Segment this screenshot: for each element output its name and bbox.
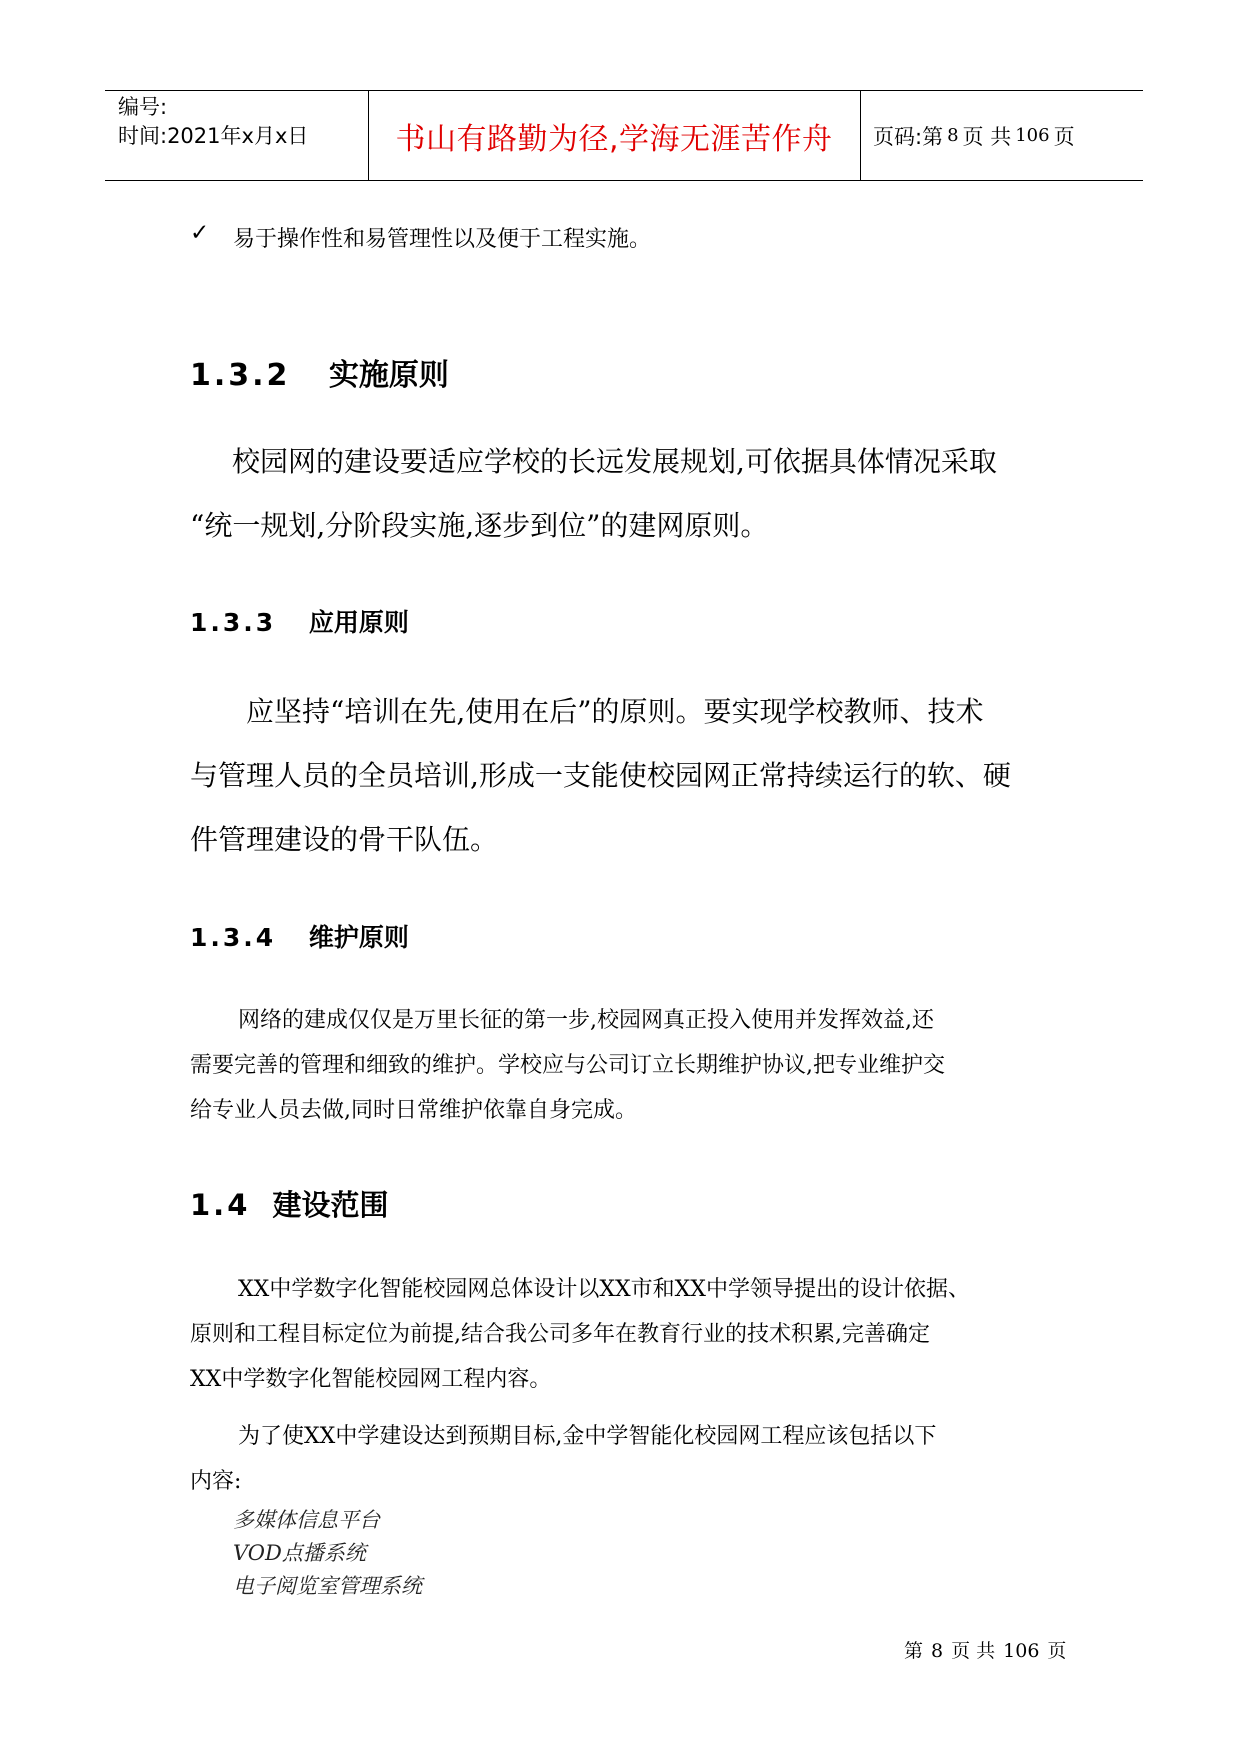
time-label: 时间:2021年x月x日 [118, 124, 309, 148]
line: XX中学数字化智能校园网总体设计以XX市和XX中学领导提出的设计依据、 [238, 1277, 970, 1302]
heading-1-4 [190, 1183, 389, 1224]
paragraph-1-4-a [190, 1267, 1080, 1402]
paragraph-1-3-3 [190, 680, 1070, 872]
checkmark-icon: ✓ [190, 220, 210, 246]
line: 为了使XX中学建设达到预期目标,金中学智能化校园网工程应该包括以下 [238, 1424, 937, 1449]
page-prefix: 页码:第 [873, 124, 944, 149]
check-item: 易于操作性和易管理性以及便于工程实施。 [233, 227, 652, 252]
number-label: 编号: [118, 95, 168, 119]
page-number: 8 [947, 125, 959, 146]
heading-title: 维护原则 [308, 923, 409, 952]
page-suffix: 页 [1053, 124, 1075, 149]
line: 需要完善的管理和细致的维护。学校应与公司订立长期维护协议,把专业维护交 [190, 1053, 945, 1078]
header-motto: 书山有路勤为径,学海无涯苦作舟 [395, 121, 833, 157]
page-footer [900, 1636, 1070, 1663]
list-item: 多媒体信息平台 [233, 1508, 380, 1532]
heading-1-3-2 [190, 350, 449, 394]
line: 应坚持“培训在先,使用在后”的原则。要实现学校教师、技术 [246, 695, 984, 728]
header-page-info [873, 91, 1075, 180]
line: 给专业人员去做,同时日常维护依靠自身完成。 [190, 1098, 637, 1123]
line: 与管理人员的全员培训,形成一支能使校园网正常持续运行的软、硬 [190, 759, 1011, 792]
line: “统一规划,分阶段实施,逐步到位”的建网原则。 [190, 509, 769, 542]
footer-page-total: 106 [1003, 1640, 1040, 1662]
heading-title: 应用原则 [308, 608, 409, 637]
header-meta [118, 93, 308, 151]
heading-number: 1.4 [190, 1188, 251, 1222]
footer-suffix: 页 [1047, 1640, 1067, 1662]
page-mid: 页 共 [962, 124, 1012, 149]
line: 件管理建设的骨干队伍。 [190, 823, 499, 856]
line: 校园网的建设要适应学校的长远发展规划,可依据具体情况采取 [232, 445, 997, 478]
heading-number: 1.3.3 [190, 608, 277, 637]
header-divider-right [860, 91, 861, 180]
heading-number: 1.3.2 [190, 358, 291, 393]
footer-prefix: 第 [904, 1640, 924, 1662]
heading-1-3-3 [190, 603, 409, 639]
heading-title: 建设范围 [272, 1188, 389, 1222]
line: 内容: [190, 1469, 242, 1494]
paragraph-1-4-b [190, 1414, 1090, 1504]
list-item: VOD点播系统 [233, 1541, 366, 1565]
list-item: 电子阅览室管理系统 [233, 1574, 422, 1598]
page-total: 106 [1015, 125, 1050, 146]
line: 网络的建成仅仅是万里长征的第一步,校园网真正投入使用并发挥效益,还 [238, 1008, 934, 1033]
page-header [105, 90, 1143, 181]
heading-number: 1.3.4 [190, 923, 277, 952]
heading-title: 实施原则 [328, 358, 449, 393]
line: 原则和工程目标定位为前提,结合我公司多年在教育行业的技术积累,完善确定 [190, 1322, 930, 1347]
footer-page-number: 8 [931, 1640, 944, 1662]
footer-mid: 页 共 [951, 1640, 996, 1662]
paragraph-1-3-4 [190, 998, 1090, 1133]
content-list [233, 1504, 422, 1603]
line: XX中学数字化智能校园网工程内容。 [190, 1367, 552, 1392]
paragraph-1-3-2 [190, 430, 1070, 558]
heading-1-3-4 [190, 918, 409, 954]
